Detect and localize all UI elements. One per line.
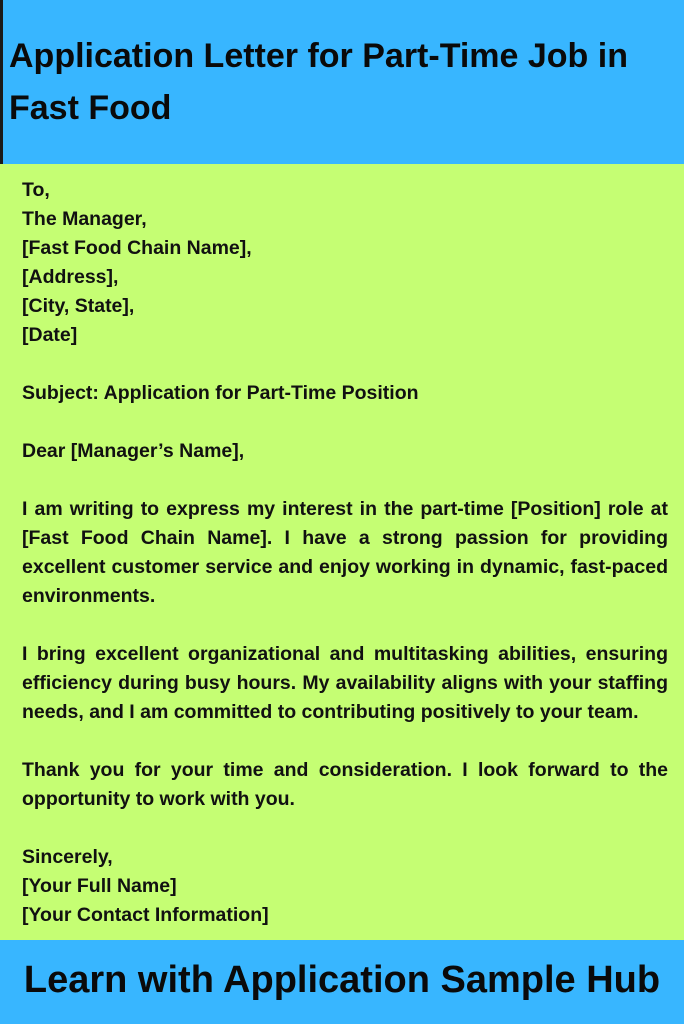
address-line: [Address],	[22, 266, 119, 288]
closing-line: Sincerely,	[22, 846, 113, 868]
footer-brand-text: Learn with Application Sample Hub	[23, 959, 661, 1001]
address-line: To,	[22, 179, 50, 201]
address-line: The Manager,	[22, 208, 147, 230]
body-paragraph: I am writing to express my interest in the part-time [Position] role at [Fast Food Chain Name]. I have a strong passion for providing excellent customer service and enjoy working in dynamic, fast-paced environments.	[22, 498, 668, 607]
spacer	[22, 727, 668, 756]
spacer	[22, 408, 668, 437]
subject-line: Subject: Application for Part-Time Position	[22, 382, 419, 404]
address-line: [Date]	[22, 324, 78, 346]
address-line: [City, State],	[22, 295, 135, 317]
recipient-address	[22, 176, 668, 350]
footer-banner	[0, 940, 684, 1024]
salutation: Dear [Manager’s Name],	[22, 440, 245, 462]
closing-line: [Your Full Name]	[22, 875, 177, 897]
letter-body	[22, 176, 668, 930]
body-paragraph: Thank you for your time and consideration. I look forward to the opportunity to work with you.	[22, 759, 668, 810]
body-paragraph: I bring excellent organizational and multitasking abilities, ensuring efficiency during busy hours. My availability aligns with your staffing needs, and I am committed to contributing positively to your team.	[22, 643, 668, 723]
closing-line: [Your Contact Information]	[22, 904, 269, 926]
address-line: [Fast Food Chain Name],	[22, 237, 252, 259]
header-banner	[0, 0, 684, 164]
spacer	[22, 814, 668, 843]
spacer	[22, 611, 668, 640]
spacer	[22, 350, 668, 379]
page-title: Application Letter for Part-Time Job in Fast Food	[9, 37, 628, 127]
spacer	[22, 466, 668, 495]
signature-block	[22, 843, 668, 930]
